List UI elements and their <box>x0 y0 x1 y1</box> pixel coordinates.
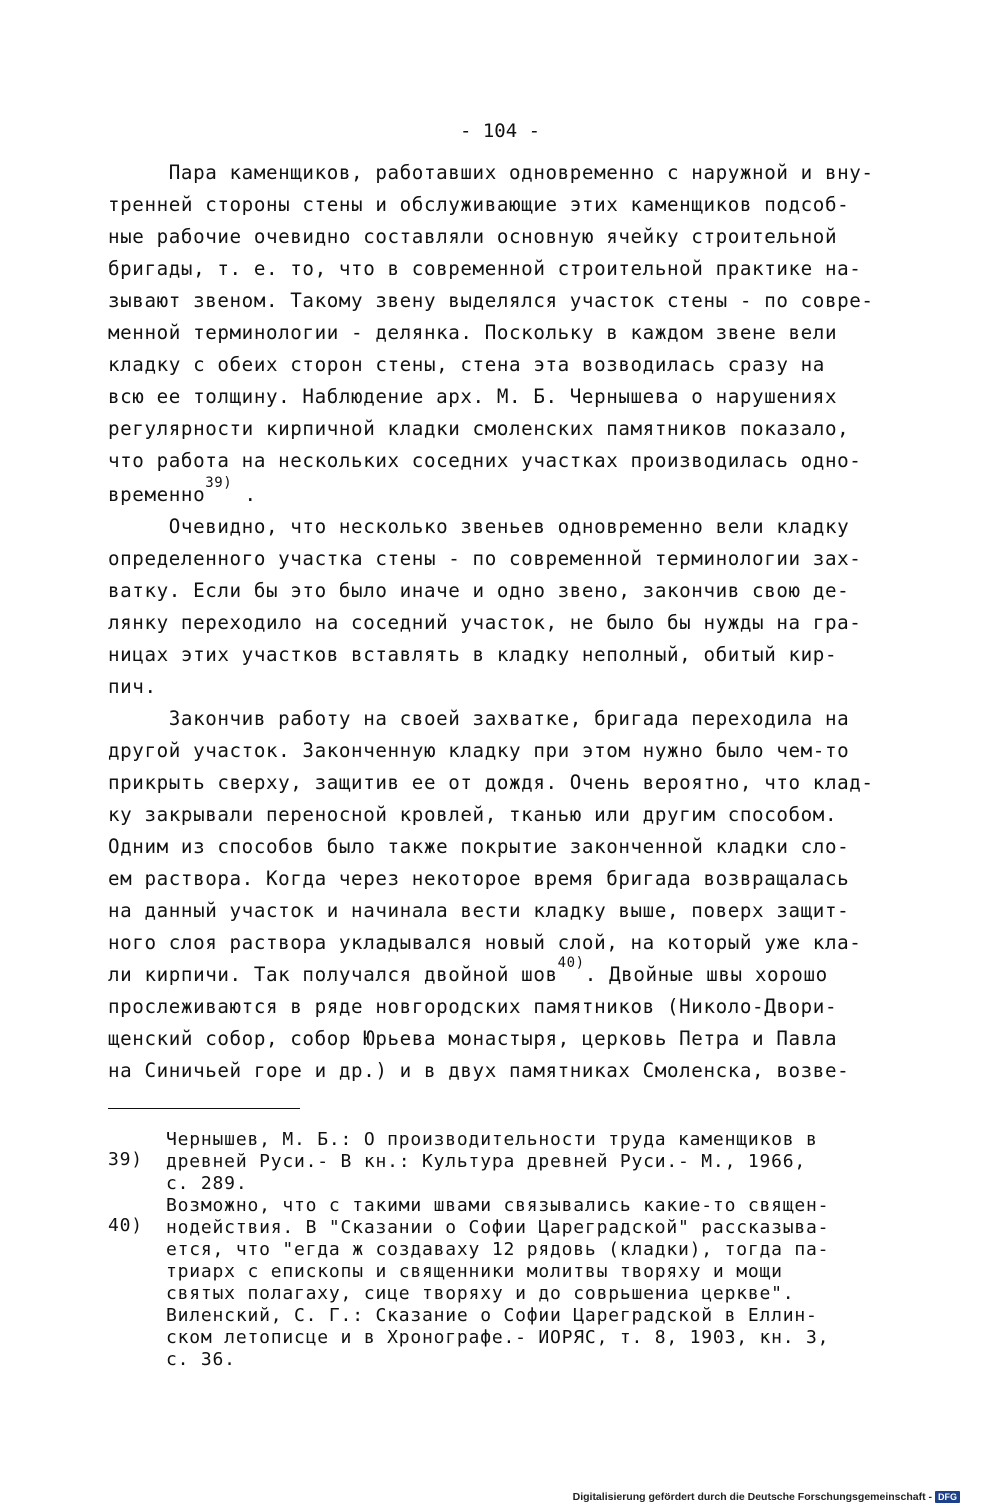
body-line: прикрыть сверху, защитив ее от дождя. Очень вероятно, что клад- <box>108 771 874 794</box>
body-line: ку закрывали переносной кровлей, тканью или другим способом. <box>108 803 838 826</box>
footnote-40 <box>108 1195 830 1416</box>
body-line: Одним из способов было также покрытие законченной кладки сло- <box>108 835 850 858</box>
footnote-line: с. 289. <box>166 1173 248 1194</box>
footnote-line: триарх с епископы и священники молитвы творяху и мощи <box>166 1261 783 1282</box>
body-line: всю ее толщину. Наблюдение арх. М. Б. Чернышева о нарушениях <box>108 385 838 408</box>
page-number: - 104 - <box>459 120 541 142</box>
body-line: зывают звеном. Такому звену выделялся участок стены - по совре- <box>108 289 874 312</box>
footnote-line: ется, что "егда ж создаваху 12 рядовь (кладки), тогда па- <box>166 1239 830 1260</box>
body-line-text: временно <box>108 483 206 506</box>
body-line: щенский собор, собор Юрьева монастыря, церковь Петра и Павла <box>108 1027 838 1050</box>
body-line: что работа на нескольких соседних участках производилась одно- <box>108 449 862 472</box>
footnote-number: 39) <box>108 1149 143 1170</box>
footnote-line: ском летописце и в Хронографе.- ИОРЯС, т. 8, 1903, кн. 3, <box>166 1327 830 1348</box>
body-line-text: . Двойные швы хорошо <box>584 963 828 986</box>
body-line: прослеживаются в ряде новгородских памятников (Николо-Двори- <box>108 995 838 1018</box>
footnote-line: с. 36. <box>166 1349 236 1370</box>
footnote-line: Возможно, что с такими швами связывались какие-то священ- <box>166 1195 830 1216</box>
footnote-divider <box>108 1108 300 1109</box>
body-line <box>108 475 257 508</box>
footnote-ref-39[interactable]: 39) <box>205 475 233 491</box>
footnote-line: Виленский, С. Г.: Сказание о Софии Цареградской в Еллин- <box>166 1305 818 1326</box>
digitization-credit <box>573 1491 960 1503</box>
body-line: ницах этих участков вставлять в кладку неполный, обитый кир- <box>108 643 838 666</box>
footnote-ref-40[interactable]: 40) <box>557 955 585 971</box>
body-line: кладку с обеих сторон стены, стена эта возводилась сразу на <box>108 353 825 376</box>
body-line: ные рабочие очевидно составляли основную ячейку строительной <box>108 225 838 248</box>
body-line: на данный участок и начинала вести кладку выше, поверх защит- <box>108 899 850 922</box>
body-line: менной терминологии - делянка. Поскольку в каждом звене вели <box>108 321 838 344</box>
footnote-line: нодействия. В "Сказании о Софии Цареградской" рассказыва- <box>166 1217 830 1238</box>
body-line <box>108 955 828 988</box>
dfg-logo-icon: DFG <box>935 1491 960 1503</box>
body-line: пич. <box>108 675 157 698</box>
body-line: ного слоя раствора укладывался новый слой, на который уже кла- <box>108 931 862 954</box>
body-line: лянку переходило на соседний участок, не было бы нужды на гра- <box>108 611 862 634</box>
body-line: ватку. Если бы это было иначе и одно звено, закончив свою де- <box>108 579 850 602</box>
credit-text: Digitalisierung gefördert durch die Deutsche Forschungsgemeinschaft - <box>572 1491 932 1503</box>
body-line-text: ли кирпичи. Так получался двойной шов <box>108 963 558 986</box>
body-line: Очевидно, что несколько звеньев одновременно вели кладку <box>108 515 850 538</box>
footnote-line: древней Руси.- В кн.: Культура древней Руси.- М., 1966, <box>166 1151 807 1172</box>
body-line: на Синичьей горе и др.) и в двух памятниках Смоленска, возве- <box>108 1059 850 1082</box>
footnote-line: святых полагаху, сице творяху и до соврьшениа церкве". <box>166 1283 795 1304</box>
body-line: регулярности кирпичной кладки смоленских памятников показало, <box>108 417 850 440</box>
body-line: тренней стороны стены и обслуживающие этих каменщиков подсоб- <box>108 193 850 216</box>
body-line-text: . <box>232 483 257 506</box>
body-line: определенного участка стены - по современной терминологии зах- <box>108 547 862 570</box>
footnote-number: 40) <box>108 1215 143 1236</box>
body-line: другой участок. Законченную кладку при этом нужно было чем-то <box>108 739 850 762</box>
body-line: Пара каменщиков, работавших одновременно с наружной и вну- <box>108 161 874 184</box>
body-line: Закончив работу на своей захватке, бригада переходила на <box>108 707 850 730</box>
body-line: ем раствора. Когда через некоторое время бригада возвращалась <box>108 867 850 890</box>
body-line: бригады, т. е. то, что в современной строительной практике на- <box>108 257 862 280</box>
footnote-line: Чернышев, М. Б.: О производительности труда каменщиков в <box>166 1129 818 1150</box>
